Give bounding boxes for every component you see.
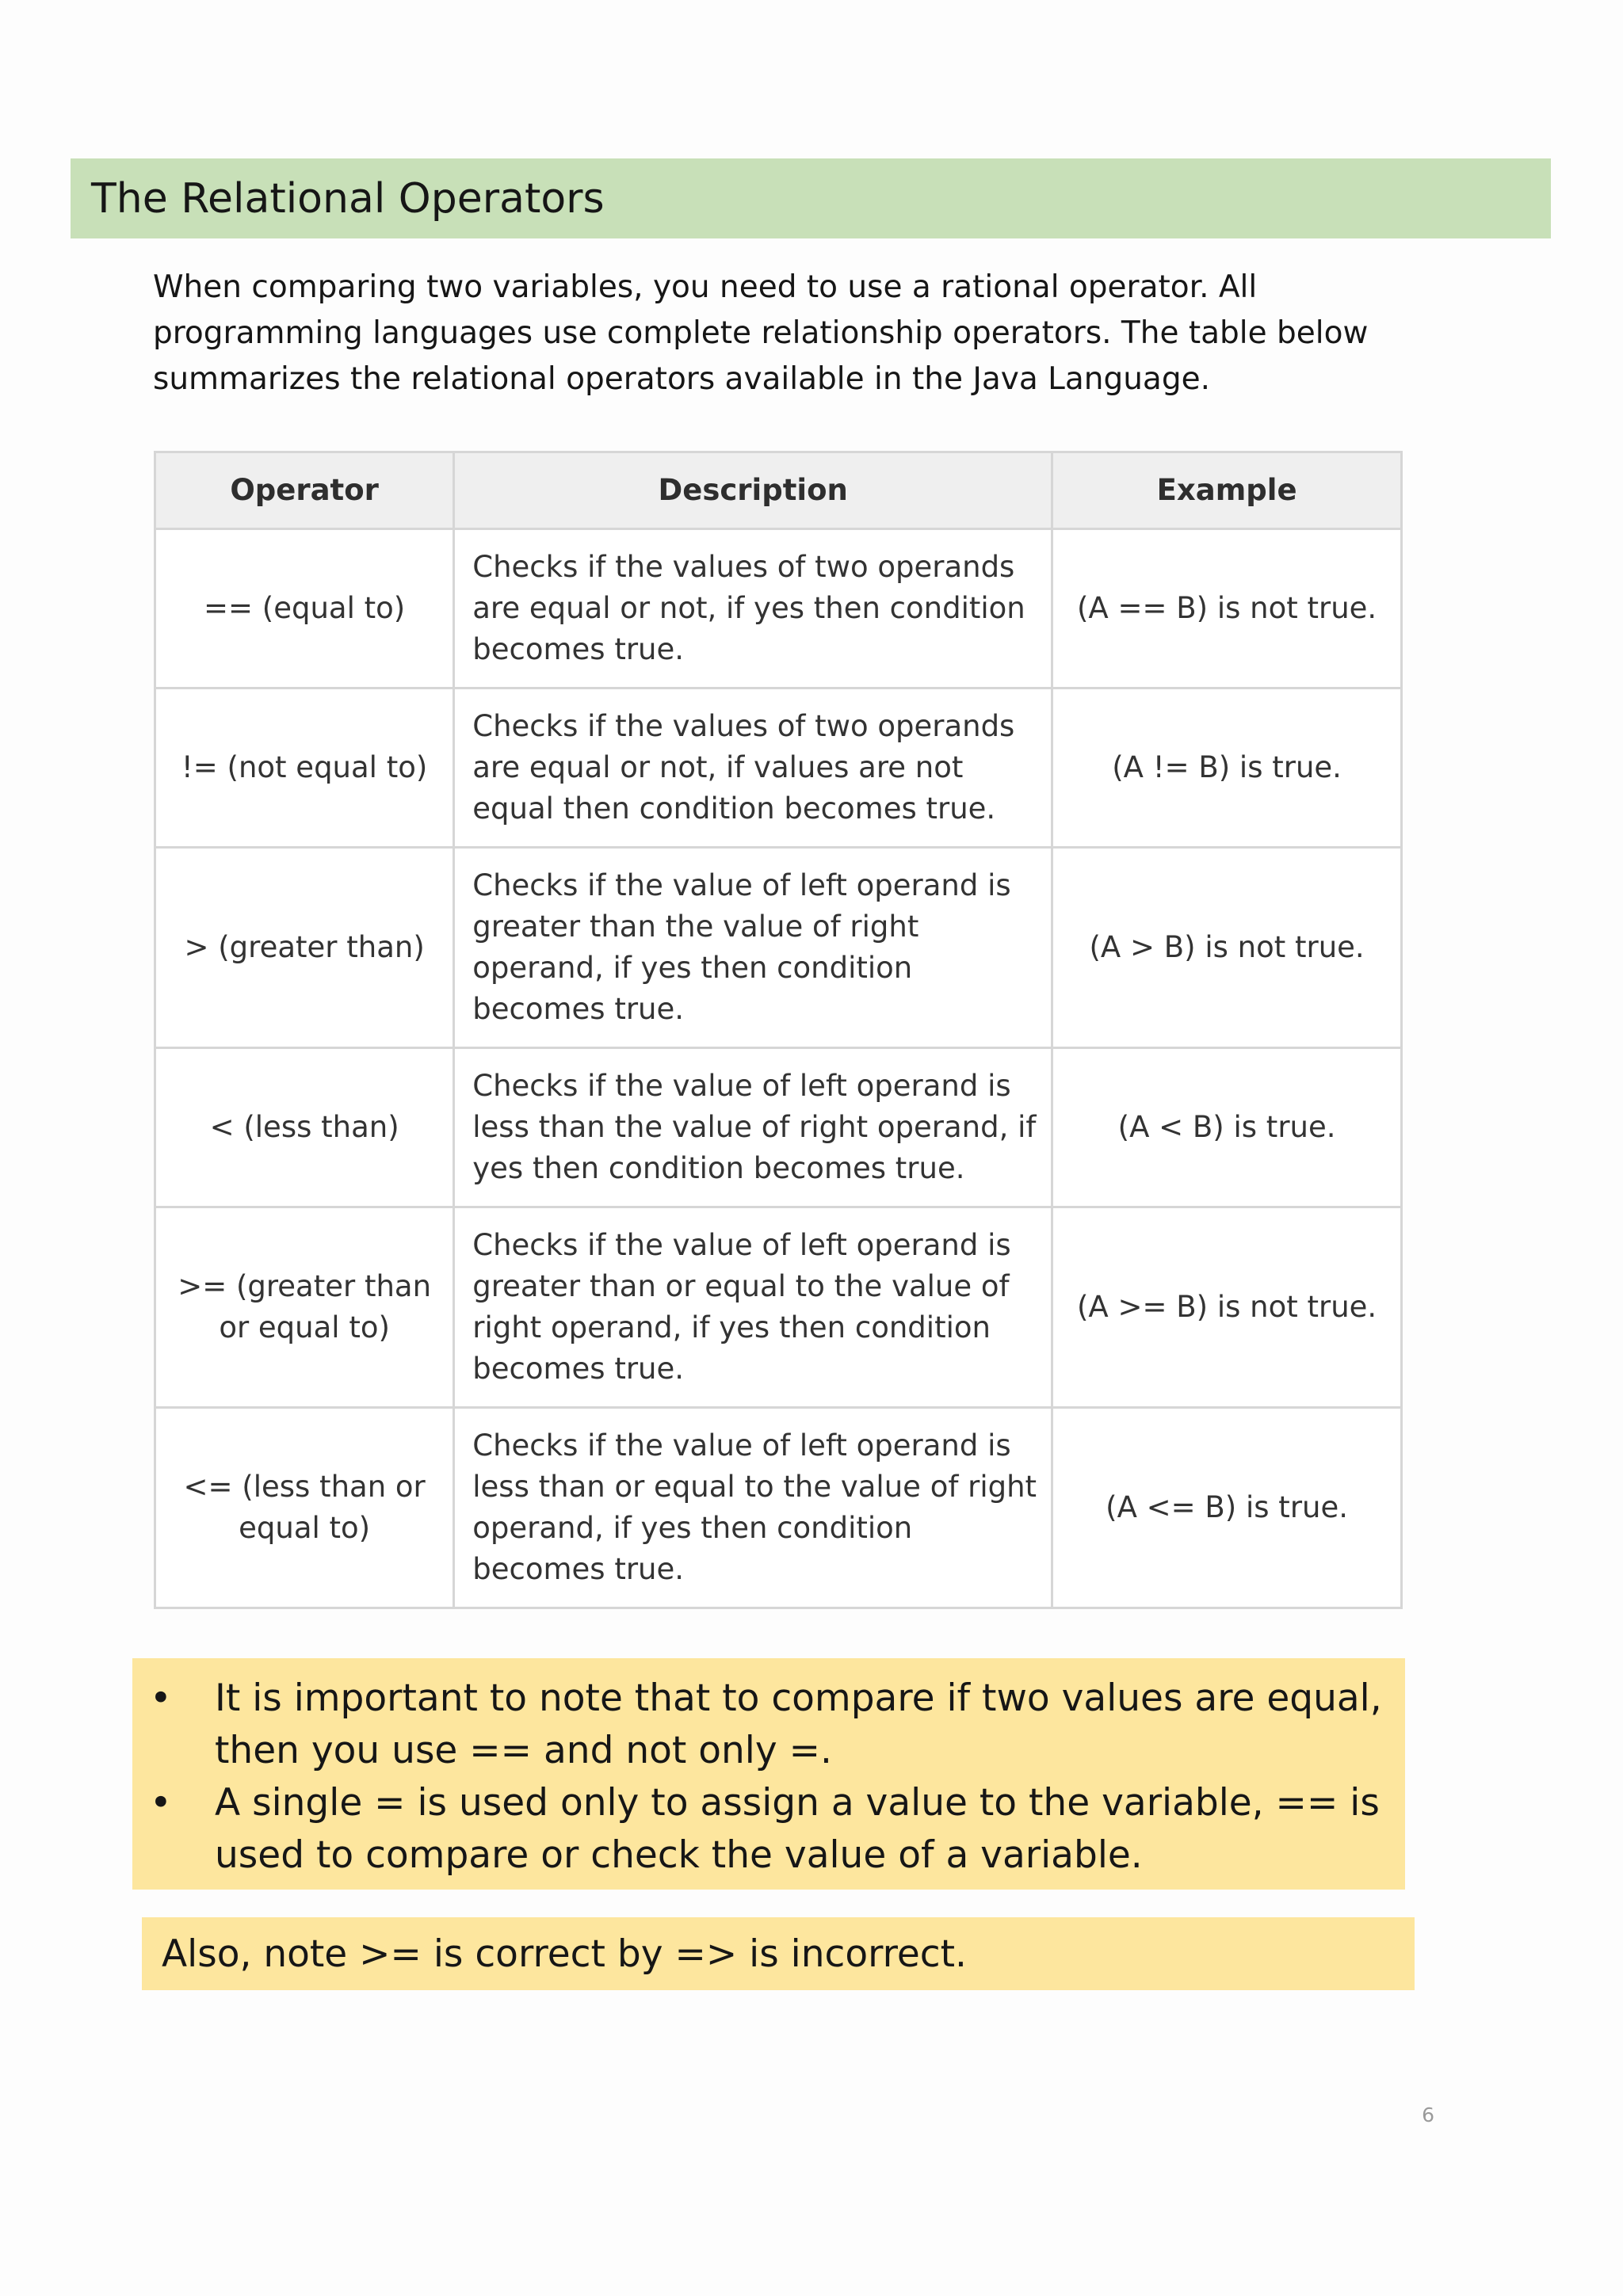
also-note-box: [142, 1917, 1415, 1990]
table-row: [155, 1048, 1402, 1207]
operator-cell: >= (greater than or equal to): [155, 1207, 454, 1408]
table-row: [155, 1408, 1402, 1608]
example-cell: (A <= B) is true.: [1052, 1408, 1402, 1608]
table-row: [155, 688, 1402, 848]
operators-table: [154, 451, 1403, 1609]
table-row: [155, 848, 1402, 1048]
example-cell: (A != B) is true.: [1052, 688, 1402, 848]
table-row: [155, 1207, 1402, 1408]
section-header: [71, 158, 1551, 238]
operator-cell: == (equal to): [155, 529, 454, 688]
operator-cell: < (less than): [155, 1048, 454, 1207]
operator-cell: > (greater than): [155, 848, 454, 1048]
table-header-row: [155, 452, 1402, 529]
example-cell: (A < B) is true.: [1052, 1048, 1402, 1207]
table-row: [155, 529, 1402, 688]
page-number: 6: [1422, 2103, 1434, 2126]
example-cell: (A > B) is not true.: [1052, 848, 1402, 1048]
list-item: [132, 1672, 1405, 1777]
operator-cell: != (not equal to): [155, 688, 454, 848]
example-cell: (A >= B) is not true.: [1052, 1207, 1402, 1408]
also-note-text: Also, note >= is correct by => is incorrect.: [162, 1932, 967, 1976]
section-title: The Relational Operators: [91, 174, 605, 223]
example-cell: (A == B) is not true.: [1052, 529, 1402, 688]
operator-cell: <= (less than or equal to): [155, 1408, 454, 1608]
important-note-box: [132, 1658, 1405, 1890]
column-header-description: Description: [454, 452, 1052, 529]
description-cell: Checks if the value of left operand is less than or equal to the value of right operand, if yes then condition becomes true.: [454, 1408, 1052, 1608]
note-list: [132, 1672, 1405, 1882]
intro-paragraph: When comparing two variables, you need to use a rational operator. All programming languages use complete relationship operators. The table below summarizes the relational operators available in the Java Language.: [153, 269, 1369, 397]
list-item: [132, 1777, 1405, 1882]
column-header-example: Example: [1052, 452, 1402, 529]
bullet-icon: •: [150, 1676, 172, 1720]
note-text: A single = is used only to assign a value to the variable, == is used to compare or check the value of a variable.: [215, 1781, 1380, 1877]
description-cell: Checks if the values of two operands are equal or not, if yes then condition becomes true.: [454, 529, 1052, 688]
description-cell: Checks if the value of left operand is less than the value of right operand, if yes then condition becomes true.: [454, 1048, 1052, 1207]
bullet-icon: •: [150, 1781, 172, 1825]
description-cell: Checks if the values of two operands are equal or not, if values are not equal then condition becomes true.: [454, 688, 1052, 848]
column-header-operator: Operator: [155, 452, 454, 529]
note-text: It is important to note that to compare if two values are equal, then you use == and not only =.: [215, 1676, 1382, 1772]
description-cell: Checks if the value of left operand is greater than or equal to the value of right operand, if yes then condition becomes true.: [454, 1207, 1052, 1408]
description-cell: Checks if the value of left operand is greater than the value of right operand, if yes then condition becomes true.: [454, 848, 1052, 1048]
